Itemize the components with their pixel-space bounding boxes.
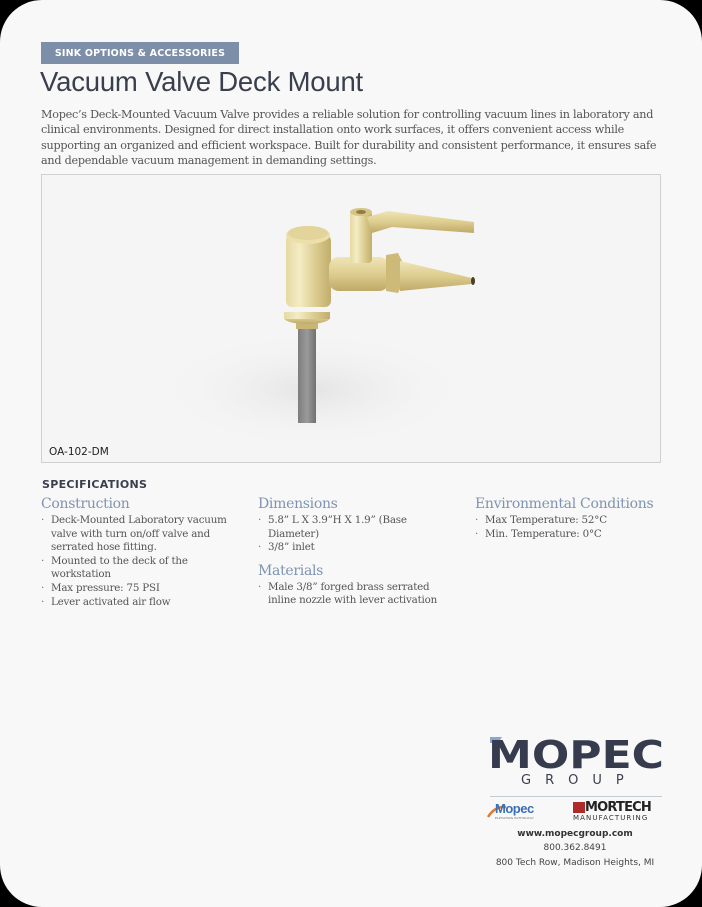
spec-construction: [41, 496, 241, 609]
list-item: · Deck-Mounted Laboratory vacuum valve with turn on/off valve and serrated hose fitting.: [41, 514, 241, 555]
spec-dimensions-materials: [258, 496, 458, 608]
category-chip: SINK OPTIONS & ACCESSORIES: [41, 42, 239, 64]
environmental-title: Environmental Conditions: [475, 496, 654, 512]
list-item: · Min. Temperature: 0°C: [475, 528, 685, 542]
construction-list: [41, 514, 241, 609]
dimensions-title: Dimensions: [258, 496, 338, 512]
website-link[interactable]: www.mopecgroup.com: [517, 829, 633, 839]
list-item: · Male 3/8” forged brass serrated inline nozzle with lever activation: [258, 581, 458, 608]
construction-title: Construction: [41, 496, 130, 512]
product-description: Mopec’s Deck-Mounted Vacuum Valve provides a reliable solution for controlling vacuum lines in laboratory and clinical environments. Designed for direct installation onto work surfaces, it offers convenient access while supporting an organized and efficient workspace. Built for durability and consistent performance, it ensures safe and dependable vacuum management in demanding settings.: [41, 108, 657, 168]
product-image-frame: [41, 174, 661, 463]
logo-divider: [490, 796, 662, 797]
mopec-wordmark: [488, 735, 664, 771]
phone-number: 800.362.8491: [543, 843, 607, 853]
list-item: · Max pressure: 75 PSI: [41, 582, 241, 596]
list-item: · Lever activated air flow: [41, 596, 241, 610]
environmental-list: [475, 514, 685, 541]
materials-list: [258, 581, 458, 608]
spec-environmental: [475, 496, 685, 541]
materials-title: Materials: [258, 562, 324, 579]
list-item: · 3/8” inlet: [258, 541, 458, 555]
contact-info: [470, 827, 680, 871]
list-item: · Mounted to the deck of the workstation: [41, 555, 241, 582]
product-sku: OA-102-DM: [49, 446, 109, 458]
dimensions-list: [258, 514, 458, 555]
group-wordmark: GROUP: [521, 773, 638, 788]
mopec-sub-brand-logo: Mopec ELEVATING PATHOLOGY: [487, 801, 557, 823]
list-item: · Max Temperature: 52°C: [475, 514, 685, 528]
address: 800 Tech Row, Madison Heights, MI: [495, 858, 655, 868]
product-image: [42, 175, 661, 463]
mortech-logo: MORTECH MANUFACTURING: [573, 800, 651, 822]
page-title: Vacuum Valve Deck Mount: [40, 66, 363, 97]
svg-text:MOPEC: MOPEC: [488, 735, 664, 771]
list-item: · 5.8” L X 3.9”H X 1.9” (Base Diameter): [258, 514, 458, 541]
specifications-heading: SPECIFICATIONS: [42, 478, 148, 491]
mortech-square-icon: [573, 802, 585, 813]
